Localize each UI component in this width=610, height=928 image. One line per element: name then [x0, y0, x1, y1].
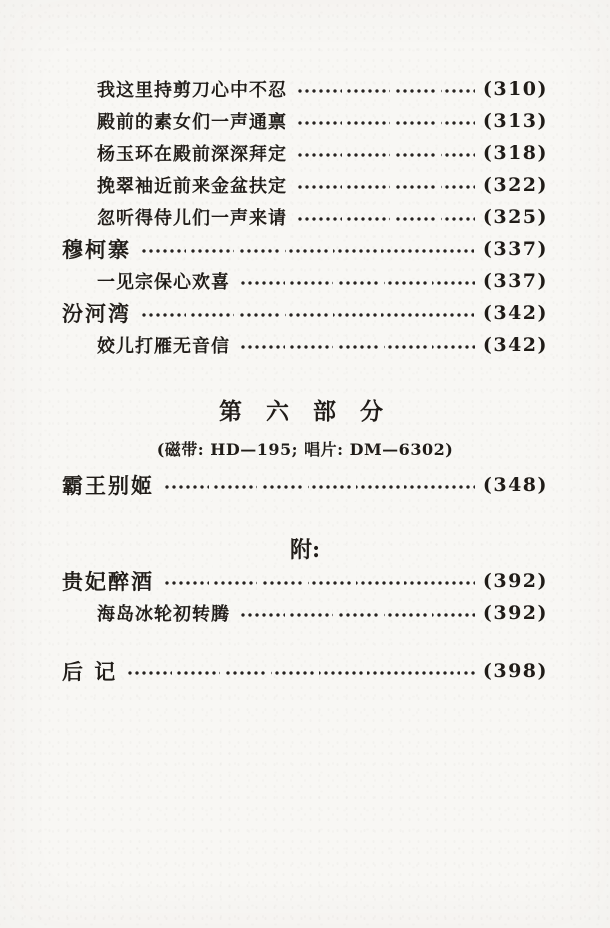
dotted-leader — [141, 233, 475, 265]
entry-title: 挽翠袖近前来金盆扶定 — [97, 176, 287, 197]
toc-entry-row — [62, 297, 548, 329]
dotted-leader — [240, 265, 475, 297]
postscript-row — [62, 655, 548, 687]
toc-entry-row — [62, 329, 548, 361]
dotted-leader — [240, 329, 475, 361]
appendix-heading: 附: — [289, 537, 321, 563]
entry-title: 一见宗保心欢喜 — [97, 272, 230, 293]
entry-page-number: (310) — [482, 78, 548, 100]
entry-page-number: (392) — [482, 570, 548, 592]
dotted-leader — [297, 137, 475, 169]
entry-title: 殿前的素女们一声通禀 — [97, 112, 287, 133]
entry-title: 后 记 — [62, 659, 118, 684]
toc-entry-row — [62, 233, 548, 265]
entry-title: 穆柯寨 — [62, 237, 131, 262]
entry-title: 杨玉环在殿前深深拜定 — [97, 144, 287, 165]
entry-title: 海岛冰轮初转腾 — [97, 604, 230, 625]
entry-page-number: (342) — [482, 302, 548, 324]
entry-title: 贵妃醉酒 — [62, 569, 154, 594]
entry-title: 姣儿打雁无音信 — [97, 336, 230, 357]
entry-page-number: (322) — [482, 174, 548, 196]
toc-entry-row — [62, 137, 548, 169]
entry-title: 我这里持剪刀心中不忍 — [97, 80, 287, 101]
dotted-leader — [240, 597, 475, 629]
entry-page-number: (337) — [482, 270, 548, 292]
dotted-leader — [297, 105, 475, 137]
toc-entry-row — [62, 469, 548, 501]
media-note: (磁带: HD—195; 唱片: DM—6302) — [156, 440, 454, 459]
toc-entry-row — [62, 201, 548, 233]
entry-title: 忽听得侍儿们一声来请 — [97, 208, 287, 229]
entry-title: 霸王别姬 — [62, 473, 154, 498]
toc-entry-row — [62, 565, 548, 597]
toc-entry-row — [62, 265, 548, 297]
dotted-leader — [297, 201, 475, 233]
toc-entry-row — [62, 73, 548, 105]
toc-main-list — [62, 73, 548, 361]
dotted-leader — [141, 297, 475, 329]
section-heading-part6: 第 六 部 分 — [218, 398, 392, 425]
dotted-leader — [297, 169, 475, 201]
dotted-leader — [297, 73, 475, 105]
toc-part6-list — [62, 469, 548, 501]
entry-page-number: (318) — [482, 142, 548, 164]
entry-page-number: (337) — [482, 238, 548, 260]
entry-page-number: (392) — [482, 602, 548, 624]
dotted-leader — [164, 565, 475, 597]
entry-title: 汾河湾 — [62, 301, 131, 326]
entry-page-number: (313) — [482, 110, 548, 132]
toc-appendix-list — [62, 565, 548, 629]
entry-page-number: (348) — [482, 474, 548, 496]
entry-page-number: (325) — [482, 206, 548, 228]
toc-entry-row — [62, 105, 548, 137]
toc-entry-row — [62, 169, 548, 201]
dotted-leader — [164, 469, 475, 501]
toc-entry-row — [62, 597, 548, 629]
dotted-leader — [127, 655, 475, 687]
entry-page-number: (342) — [482, 334, 548, 356]
watermark — [0, 818, 610, 928]
table-of-contents — [62, 73, 548, 687]
entry-page-number: (398) — [482, 660, 548, 682]
